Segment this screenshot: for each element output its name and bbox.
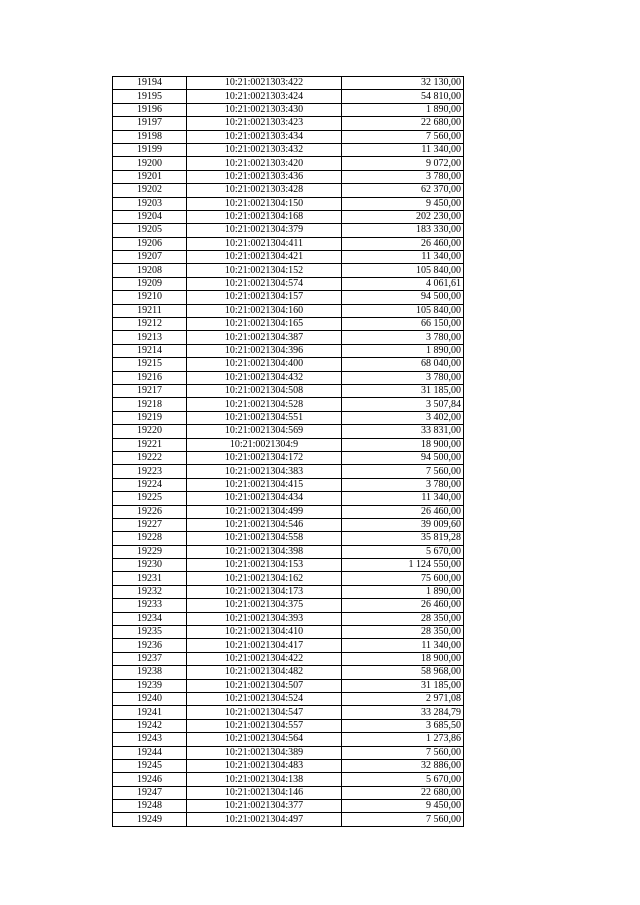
table-row [113,237,464,250]
cadastral-number-cell: 10:21:0021304:146 [187,786,342,799]
row-number-cell: 19249 [113,813,187,826]
table-row [113,612,464,625]
amount-cell: 33 831,00 [342,425,464,438]
row-number-cell: 19220 [113,425,187,438]
amount-cell: 54 810,00 [342,90,464,103]
amount-cell: 11 340,00 [342,492,464,505]
row-number-cell: 19200 [113,157,187,170]
cadastral-number-cell: 10:21:0021304:507 [187,679,342,692]
table-row [113,532,464,545]
amount-cell: 9 450,00 [342,197,464,210]
table-row [113,411,464,424]
amount-cell: 26 460,00 [342,505,464,518]
cadastral-number-cell: 10:21:0021304:9 [187,438,342,451]
cadastral-number-cell: 10:21:0021303:428 [187,184,342,197]
table-row [113,572,464,585]
cadastral-number-cell: 10:21:0021304:508 [187,384,342,397]
amount-cell: 35 819,28 [342,532,464,545]
amount-cell: 22 680,00 [342,117,464,130]
amount-cell: 2 971,08 [342,692,464,705]
table-row [113,157,464,170]
amount-cell: 3 780,00 [342,478,464,491]
table-row [113,358,464,371]
row-number-cell: 19232 [113,585,187,598]
amount-cell: 4 061,61 [342,277,464,290]
cadastral-number-cell: 10:21:0021304:152 [187,264,342,277]
amount-cell: 33 284,79 [342,706,464,719]
row-number-cell: 19235 [113,626,187,639]
cadastral-number-cell: 10:21:0021304:157 [187,291,342,304]
table-row [113,451,464,464]
cadastral-number-cell: 10:21:0021304:375 [187,599,342,612]
row-number-cell: 19246 [113,773,187,786]
table-row [113,304,464,317]
table-row [113,626,464,639]
table-row [113,692,464,705]
table-row [113,384,464,397]
table-row [113,545,464,558]
table-row [113,465,464,478]
table-row [113,197,464,210]
amount-cell: 26 460,00 [342,599,464,612]
cadastral-number-cell: 10:21:0021304:547 [187,706,342,719]
cadastral-number-cell: 10:21:0021304:411 [187,237,342,250]
row-number-cell: 19225 [113,492,187,505]
row-number-cell: 19243 [113,733,187,746]
table-row [113,371,464,384]
table-row [113,224,464,237]
amount-cell: 75 600,00 [342,572,464,585]
row-number-cell: 19242 [113,719,187,732]
amount-cell: 7 560,00 [342,130,464,143]
cadastral-number-cell: 10:21:0021304:434 [187,492,342,505]
row-number-cell: 19248 [113,800,187,813]
cadastral-number-cell: 10:21:0021304:398 [187,545,342,558]
cadastral-number-cell: 10:21:0021304:377 [187,800,342,813]
amount-cell: 28 350,00 [342,626,464,639]
amount-cell: 3 780,00 [342,331,464,344]
cadastral-number-cell: 10:21:0021304:389 [187,746,342,759]
cadastral-number-cell: 10:21:0021304:162 [187,572,342,585]
amount-cell: 9 450,00 [342,800,464,813]
cadastral-number-cell: 10:21:0021304:551 [187,411,342,424]
table-row [113,184,464,197]
cadastral-number-cell: 10:21:0021304:383 [187,465,342,478]
cadastral-number-cell: 10:21:0021304:173 [187,585,342,598]
row-number-cell: 19215 [113,358,187,371]
amount-cell: 11 340,00 [342,143,464,156]
row-number-cell: 19218 [113,398,187,411]
row-number-cell: 19217 [113,384,187,397]
table-row [113,505,464,518]
cadastral-number-cell: 10:21:0021304:564 [187,733,342,746]
row-number-cell: 19197 [113,117,187,130]
row-number-cell: 19223 [113,465,187,478]
cadastral-number-cell: 10:21:0021304:422 [187,652,342,665]
amount-cell: 31 185,00 [342,384,464,397]
row-number-cell: 19228 [113,532,187,545]
table-row [113,90,464,103]
cadastral-number-cell: 10:21:0021304:168 [187,210,342,223]
row-number-cell: 19203 [113,197,187,210]
amount-cell: 1 890,00 [342,585,464,598]
row-number-cell: 19241 [113,706,187,719]
table-row [113,277,464,290]
cadastral-number-cell: 10:21:0021304:499 [187,505,342,518]
amount-cell: 7 560,00 [342,465,464,478]
cadastral-number-cell: 10:21:0021304:432 [187,371,342,384]
row-number-cell: 19244 [113,746,187,759]
cadastral-number-cell: 10:21:0021303:424 [187,90,342,103]
table-row [113,679,464,692]
table-row [113,786,464,799]
cadastral-number-cell: 10:21:0021304:410 [187,626,342,639]
table-row [113,210,464,223]
amount-cell: 94 500,00 [342,291,464,304]
row-number-cell: 19199 [113,143,187,156]
row-number-cell: 19208 [113,264,187,277]
amount-cell: 3 780,00 [342,371,464,384]
row-number-cell: 19212 [113,318,187,331]
table-row [113,585,464,598]
table-row [113,759,464,772]
row-number-cell: 19195 [113,90,187,103]
row-number-cell: 19233 [113,599,187,612]
table-row [113,719,464,732]
amount-cell: 1 273,86 [342,733,464,746]
cadastral-number-cell: 10:21:0021304:379 [187,224,342,237]
amount-cell: 3 402,00 [342,411,464,424]
table-row [113,518,464,531]
amount-cell: 1 890,00 [342,103,464,116]
amount-cell: 11 340,00 [342,251,464,264]
amount-cell: 3 780,00 [342,170,464,183]
table-row [113,170,464,183]
row-number-cell: 19194 [113,77,187,90]
amount-cell: 7 560,00 [342,746,464,759]
cadastral-number-cell: 10:21:0021304:172 [187,451,342,464]
amount-cell: 68 040,00 [342,358,464,371]
row-number-cell: 19204 [113,210,187,223]
cadastral-number-cell: 10:21:0021303:420 [187,157,342,170]
table-row [113,331,464,344]
cadastral-number-cell: 10:21:0021304:528 [187,398,342,411]
table-row [113,492,464,505]
row-number-cell: 19205 [113,224,187,237]
cadastral-number-cell: 10:21:0021304:546 [187,518,342,531]
cadastral-number-cell: 10:21:0021304:557 [187,719,342,732]
cadastral-number-cell: 10:21:0021304:160 [187,304,342,317]
amount-cell: 18 900,00 [342,652,464,665]
cadastral-number-cell: 10:21:0021304:483 [187,759,342,772]
row-number-cell: 19211 [113,304,187,317]
row-number-cell: 19219 [113,411,187,424]
row-number-cell: 19222 [113,451,187,464]
amount-cell: 3 507,84 [342,398,464,411]
amount-cell: 62 370,00 [342,184,464,197]
table-row [113,652,464,665]
amount-cell: 28 350,00 [342,612,464,625]
table-row [113,318,464,331]
row-number-cell: 19202 [113,184,187,197]
row-number-cell: 19206 [113,237,187,250]
amount-cell: 105 840,00 [342,264,464,277]
table-row [113,291,464,304]
table-row [113,639,464,652]
amount-cell: 11 340,00 [342,639,464,652]
row-number-cell: 19247 [113,786,187,799]
cadastral-number-cell: 10:21:0021304:558 [187,532,342,545]
row-number-cell: 19236 [113,639,187,652]
cadastral-number-cell: 10:21:0021304:417 [187,639,342,652]
amount-cell: 5 670,00 [342,545,464,558]
table-row [113,813,464,826]
amount-cell: 183 330,00 [342,224,464,237]
amount-cell: 3 685,50 [342,719,464,732]
row-number-cell: 19227 [113,518,187,531]
table-body [113,77,464,827]
cadastral-number-cell: 10:21:0021304:524 [187,692,342,705]
amount-cell: 58 968,00 [342,666,464,679]
row-number-cell: 19231 [113,572,187,585]
row-number-cell: 19240 [113,692,187,705]
cadastral-number-cell: 10:21:0021304:387 [187,331,342,344]
row-number-cell: 19214 [113,344,187,357]
amount-cell: 18 900,00 [342,438,464,451]
cadastral-number-cell: 10:21:0021303:432 [187,143,342,156]
cadastral-number-cell: 10:21:0021304:574 [187,277,342,290]
amount-cell: 26 460,00 [342,237,464,250]
cadastral-number-cell: 10:21:0021303:430 [187,103,342,116]
amount-cell: 5 670,00 [342,773,464,786]
table-row [113,559,464,572]
cadastral-number-cell: 10:21:0021304:569 [187,425,342,438]
row-number-cell: 19237 [113,652,187,665]
table-row [113,344,464,357]
row-number-cell: 19210 [113,291,187,304]
row-number-cell: 19238 [113,666,187,679]
amount-cell: 66 150,00 [342,318,464,331]
cadastral-number-cell: 10:21:0021303:422 [187,77,342,90]
cadastral-number-cell: 10:21:0021304:482 [187,666,342,679]
row-number-cell: 19230 [113,559,187,572]
amount-cell: 94 500,00 [342,451,464,464]
amount-cell: 105 840,00 [342,304,464,317]
amount-cell: 1 124 550,00 [342,559,464,572]
amount-cell: 22 680,00 [342,786,464,799]
amount-cell: 32 886,00 [342,759,464,772]
cadastral-number-cell: 10:21:0021304:497 [187,813,342,826]
row-number-cell: 19245 [113,759,187,772]
table-row [113,599,464,612]
table-row [113,733,464,746]
row-number-cell: 19196 [113,103,187,116]
table-row [113,478,464,491]
table-row [113,143,464,156]
cadastral-number-cell: 10:21:0021304:138 [187,773,342,786]
amount-cell: 31 185,00 [342,679,464,692]
amount-cell: 32 130,00 [342,77,464,90]
amount-cell: 202 230,00 [342,210,464,223]
amount-cell: 39 009,60 [342,518,464,531]
cadastral-number-cell: 10:21:0021304:165 [187,318,342,331]
cadastral-number-cell: 10:21:0021304:396 [187,344,342,357]
cadastral-number-cell: 10:21:0021303:434 [187,130,342,143]
table-row [113,706,464,719]
amount-cell: 1 890,00 [342,344,464,357]
cadastral-number-cell: 10:21:0021304:150 [187,197,342,210]
table-row [113,666,464,679]
table-row [113,103,464,116]
row-number-cell: 19234 [113,612,187,625]
cadastral-number-cell: 10:21:0021304:421 [187,251,342,264]
row-number-cell: 19201 [113,170,187,183]
row-number-cell: 19216 [113,371,187,384]
table-row [113,438,464,451]
row-number-cell: 19239 [113,679,187,692]
cadastral-number-cell: 10:21:0021304:153 [187,559,342,572]
cadastral-number-cell: 10:21:0021303:436 [187,170,342,183]
table-row [113,746,464,759]
row-number-cell: 19207 [113,251,187,264]
row-number-cell: 19198 [113,130,187,143]
data-table [112,76,464,827]
row-number-cell: 19209 [113,277,187,290]
amount-cell: 9 072,00 [342,157,464,170]
cadastral-number-cell: 10:21:0021304:400 [187,358,342,371]
cadastral-number-cell: 10:21:0021304:415 [187,478,342,491]
table-row [113,398,464,411]
row-number-cell: 19221 [113,438,187,451]
row-number-cell: 19226 [113,505,187,518]
amount-cell: 7 560,00 [342,813,464,826]
table-row [113,130,464,143]
row-number-cell: 19224 [113,478,187,491]
row-number-cell: 19229 [113,545,187,558]
cadastral-number-cell: 10:21:0021303:423 [187,117,342,130]
table-row [113,264,464,277]
table-row [113,77,464,90]
table-row [113,800,464,813]
table-row [113,773,464,786]
table-row [113,251,464,264]
row-number-cell: 19213 [113,331,187,344]
cadastral-number-cell: 10:21:0021304:393 [187,612,342,625]
table-row [113,117,464,130]
table-row [113,425,464,438]
